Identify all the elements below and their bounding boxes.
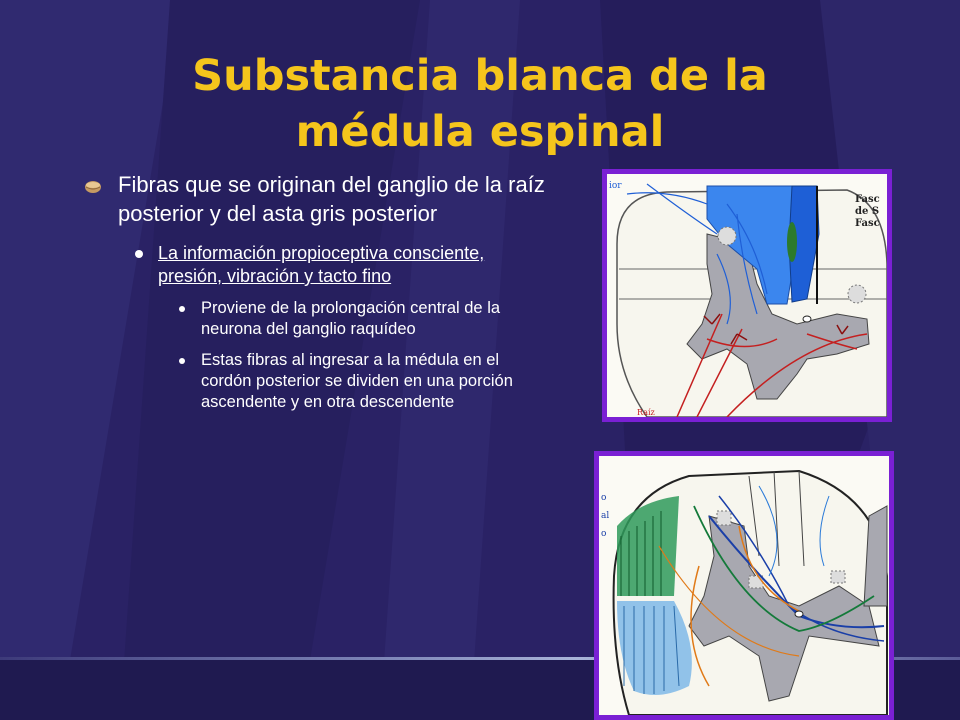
figure-top-bottom-label: Raíz: [637, 408, 655, 417]
bullet-list: [80, 170, 550, 413]
figure-bottom-label-3: o: [601, 529, 607, 539]
figure-bottom-label-1: o: [601, 493, 607, 503]
spinal-cord-illustration-top: [607, 174, 887, 417]
bullet-level3: [80, 298, 550, 340]
spinal-cord-diagram-bottom: [594, 451, 894, 720]
bullet-level1: [80, 170, 550, 228]
title-line-1: Substancia blanca de la: [192, 51, 768, 101]
bullet-level1-text: Fibras que se originan del ganglio de la raíz posterior y del asta gris posterior: [118, 172, 545, 226]
bullet-dot-icon: [135, 250, 143, 258]
bullet-level3-text: Estas fibras al ingresar a la médula en el cordón posterior se dividen en una porción ascendente y en otra descendente: [201, 351, 513, 411]
figure-top-right-label-1: Fasc: [855, 194, 880, 205]
slide-title: [80, 48, 880, 160]
figure-top-right-label-3: Fasc: [855, 218, 880, 229]
figure-top-left-label: ior: [609, 181, 622, 191]
figure-top-right-label-2: de S: [855, 206, 880, 217]
bullet-level3: [80, 350, 550, 413]
figure-bottom-label-2: al: [601, 511, 610, 521]
spinal-cord-illustration-bottom: [599, 456, 889, 715]
bullet-level3-text: Proviene de la prolongación central de la neurona del ganglio raquídeo: [201, 299, 501, 338]
spinal-cord-diagram-top: [602, 169, 892, 422]
bullet-level2-text: La información propioceptiva consciente, presión, vibración y tacto fino: [158, 243, 485, 286]
bullet-level2: [80, 242, 550, 288]
bullet-disc-icon: [84, 180, 102, 194]
bullet-dot-icon: [179, 358, 185, 364]
bullet-dot-icon: [179, 306, 185, 312]
title-line-2: médula espinal: [295, 107, 665, 157]
